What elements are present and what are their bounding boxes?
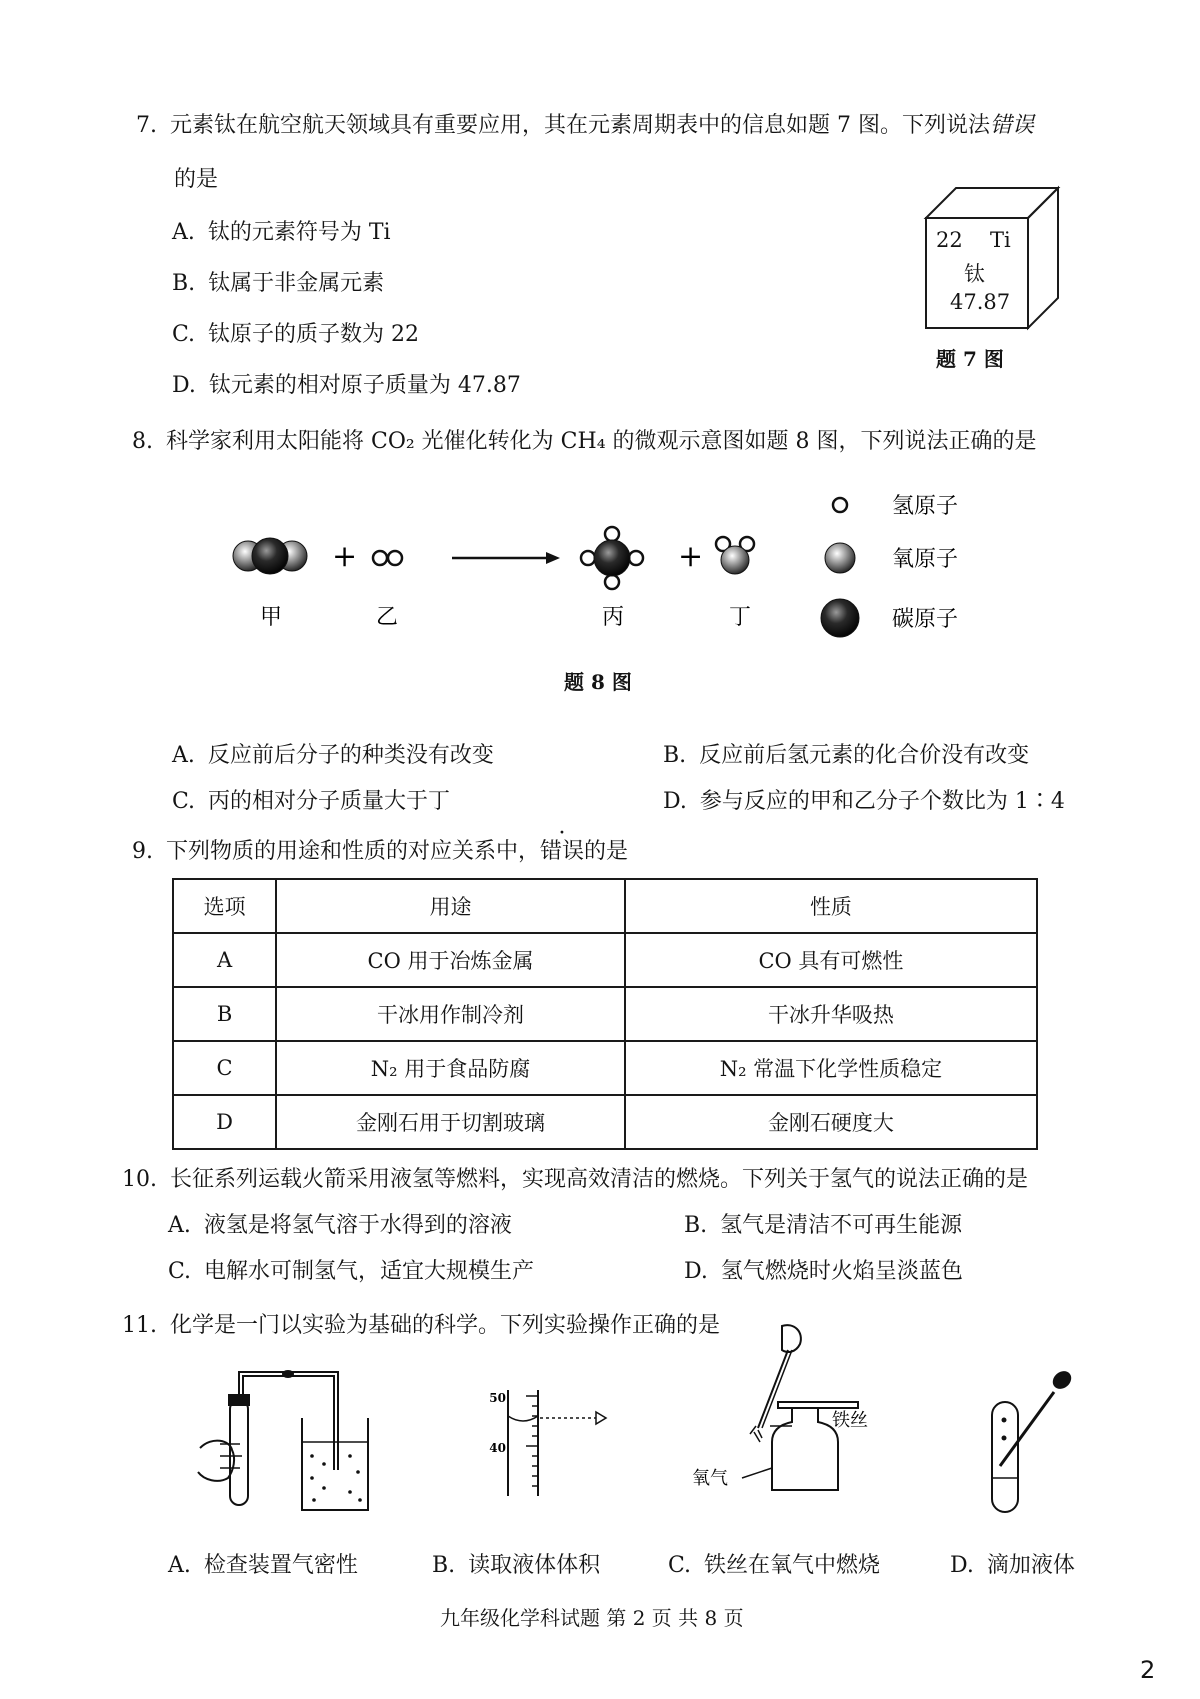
table-header-row	[173, 879, 1037, 933]
option-text: 丙的相对分子质量大于丁	[208, 789, 451, 814]
iron-wire-label: 铁丝	[832, 1410, 868, 1431]
legend-oxygen-label: 氧原子	[892, 547, 959, 572]
q9-number: 9.	[132, 839, 153, 864]
label-ding: 丁	[729, 605, 752, 630]
table-row	[173, 933, 1037, 987]
option-label: B.	[684, 1213, 708, 1238]
label-yi: 乙	[376, 605, 399, 630]
q8-option-d	[663, 784, 1065, 815]
table-cell: CO 具有可燃性	[625, 933, 1037, 987]
option-text: 反应前后氢元素的化合价没有改变	[699, 743, 1030, 768]
q8-stem-text: 科学家利用太阳能将 CO₂ 光催化转化为 CH₄ 的微观示意图如题 8 图，下列说法正确的是	[166, 429, 1037, 454]
table-cell: 金刚石用于切割玻璃	[276, 1095, 625, 1149]
q7-option-c	[172, 317, 419, 348]
label-bing: 丙	[602, 605, 625, 630]
option-text: 滴加液体	[986, 1553, 1075, 1578]
q8-stem	[132, 424, 1037, 455]
table-cell: N₂ 用于食品防腐	[276, 1041, 625, 1095]
q11-option-a	[168, 1548, 358, 1579]
q8-option-b	[663, 738, 1029, 769]
q8-option-a	[172, 738, 494, 769]
legend-carbon-label: 碳原子	[892, 607, 959, 632]
option-label: C.	[668, 1553, 692, 1578]
q7-stem-text: 元素钛在航空航天领域具有重要应用，其在元素周期表中的信息如题 7 图。下列说法	[170, 113, 990, 138]
table-cell: N₂ 常温下化学性质稳定	[625, 1041, 1037, 1095]
q8-figure-caption: 题 8 图	[564, 670, 632, 694]
option-text: 检查装置气密性	[203, 1553, 358, 1578]
q7-option-a	[172, 215, 391, 246]
table-cell: CO 用于冶炼金属	[276, 933, 625, 987]
option-text: 氢气是清洁不可再生能源	[720, 1213, 963, 1238]
option-text: 电解水可制氢气，适宜大规模生产	[204, 1259, 535, 1284]
dropper-figure	[980, 1366, 1090, 1516]
q8-molecule-diagram	[220, 482, 980, 652]
option-label: A.	[172, 220, 195, 245]
plus-sign: +	[678, 539, 704, 574]
table-header: 用途	[276, 879, 625, 933]
option-label: D.	[663, 789, 687, 814]
element-name: 钛	[964, 262, 985, 286]
q10-stem	[122, 1162, 1028, 1193]
q7-number: 7.	[136, 113, 157, 138]
q8-number: 8.	[132, 429, 153, 454]
table-row	[173, 1095, 1037, 1149]
element-symbol: Ti	[990, 228, 1011, 252]
option-text: 读取液体体积	[468, 1553, 601, 1578]
q7-stem	[136, 108, 1034, 139]
molecule-ch4	[581, 527, 643, 589]
q8-option-c	[172, 784, 450, 815]
table-header: 选项	[173, 879, 276, 933]
option-text: 钛属于非金属元素	[208, 271, 385, 296]
table-cell: 金刚石硬度大	[625, 1095, 1037, 1149]
option-label: B.	[172, 271, 196, 296]
cylinder-mark-50: 50	[489, 1391, 506, 1405]
molecule-h2	[373, 551, 402, 565]
legend-carbon	[821, 599, 859, 637]
q11-stem-text: 化学是一门以实验为基础的科学。下列实验操作正确的是	[170, 1313, 721, 1338]
iron-wire-combustion-figure	[692, 1322, 900, 1512]
option-label: C.	[172, 789, 196, 814]
q10-option-b	[684, 1208, 962, 1239]
q11-option-c	[668, 1548, 880, 1579]
page-number: 2	[1140, 1656, 1156, 1684]
table-row	[173, 1041, 1037, 1095]
legend-hydrogen	[833, 498, 847, 512]
option-text: 铁丝在氧气中燃烧	[704, 1553, 881, 1578]
option-text: 氢气燃烧时火焰呈淡蓝色	[720, 1259, 963, 1284]
reaction-arrow	[452, 552, 560, 564]
label-jia: 甲	[260, 605, 283, 630]
periodic-element-cube	[926, 188, 1066, 333]
q11-stem	[122, 1308, 720, 1339]
atomic-number: 22	[936, 228, 963, 252]
option-label: B.	[432, 1553, 456, 1578]
legend-oxygen	[825, 543, 855, 573]
q9-stem-text: 下列物质的用途和性质的对应关系中，	[166, 839, 541, 864]
table-cell: 干冰用作制冷剂	[276, 987, 625, 1041]
option-text: 钛元素的相对原子质量为 47.87	[208, 373, 521, 398]
q10-option-d	[684, 1254, 963, 1285]
q10-option-c	[168, 1254, 534, 1285]
option-label: D.	[950, 1553, 974, 1578]
q7-figure-caption: 题 7 图	[936, 347, 1004, 371]
table-header: 性质	[625, 879, 1037, 933]
table-cell: A	[173, 933, 276, 987]
option-label: A.	[168, 1553, 191, 1578]
q9-stem-emphasis: 错误	[540, 839, 585, 864]
q9-stem	[132, 834, 628, 865]
q10-option-a	[168, 1208, 512, 1239]
q11-option-b	[432, 1548, 600, 1579]
q7-stem-emphasis: 错误	[990, 113, 1035, 138]
atomic-mass: 47.87	[950, 290, 1011, 314]
option-text: 反应前后分子的种类没有改变	[207, 743, 494, 768]
graduated-cylinder-figure	[490, 1388, 620, 1498]
molecule-co2	[233, 538, 307, 574]
option-label: A.	[172, 743, 195, 768]
table-row	[173, 987, 1037, 1041]
oxygen-label: 氧气	[692, 1468, 728, 1489]
cylinder-mark-40: 40	[489, 1441, 506, 1455]
option-label: B.	[663, 743, 687, 768]
option-label: A.	[168, 1213, 191, 1238]
molecule-h2o	[716, 537, 754, 574]
q7-option-d	[172, 368, 521, 399]
q9-stem-end: 的是	[584, 839, 629, 864]
table-cell: D	[173, 1095, 276, 1149]
q9-table	[172, 878, 1038, 1150]
option-text: 液氢是将氢气溶于水得到的溶液	[203, 1213, 512, 1238]
q7-stem-continued: 的是	[174, 167, 219, 192]
option-label: D.	[172, 373, 196, 398]
legend-hydrogen-label: 氢原子	[892, 494, 959, 519]
plus-sign: +	[332, 539, 358, 574]
option-label: D.	[684, 1259, 708, 1284]
q10-number: 10.	[122, 1167, 157, 1192]
table-cell: C	[173, 1041, 276, 1095]
page-footer: 九年级化学科试题 第 2 页 共 8 页	[440, 1606, 744, 1630]
table-cell: B	[173, 987, 276, 1041]
q11-number: 11.	[122, 1313, 157, 1338]
option-text: 钛原子的质子数为 22	[208, 322, 420, 347]
option-label: C.	[172, 322, 196, 347]
q7-option-b	[172, 266, 384, 297]
option-label: C.	[168, 1259, 192, 1284]
table-cell: 干冰升华吸热	[625, 987, 1037, 1041]
airtightness-check-figure	[190, 1360, 380, 1520]
option-text: 钛的元素符号为 Ti	[207, 220, 391, 245]
option-text: 参与反应的甲和乙分子个数比为 1∶4	[699, 789, 1065, 814]
q10-stem-text: 长征系列运载火箭采用液氢等燃料，实现高效清洁的燃烧。下列关于氢气的说法正确的是	[170, 1167, 1029, 1192]
q11-option-d	[950, 1548, 1075, 1579]
